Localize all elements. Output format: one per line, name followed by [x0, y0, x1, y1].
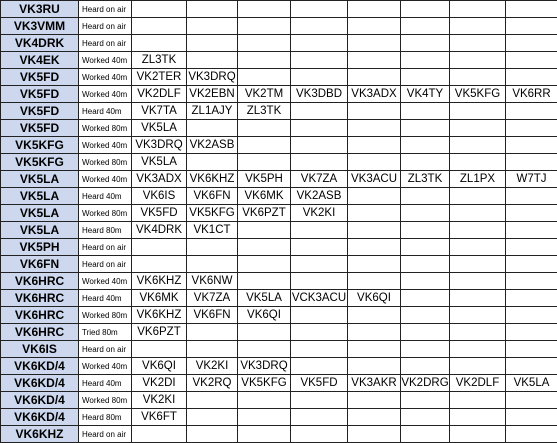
contact-callsign: VK5PH	[238, 171, 291, 188]
contact-callsign: VK2DLF	[450, 375, 506, 392]
empty-cell	[450, 358, 506, 375]
contact-status: Worked 40m	[79, 273, 132, 290]
contact-callsign: VK6QI	[348, 290, 401, 307]
empty-cell	[401, 290, 450, 307]
table-row	[1, 35, 557, 52]
contact-status: Worked 80m	[79, 392, 132, 409]
contact-callsign: VK3DRQ	[132, 137, 187, 154]
contact-callsign: ZL3TK	[132, 52, 187, 69]
empty-cell	[506, 1, 557, 18]
empty-cell	[401, 307, 450, 324]
contact-callsign: VK3DRQ	[238, 358, 291, 375]
contact-callsign: VK2DLF	[132, 86, 187, 103]
empty-cell	[187, 35, 238, 52]
contact-callsign: VK3ACU	[348, 171, 401, 188]
empty-cell	[450, 256, 506, 273]
empty-cell	[506, 324, 557, 341]
empty-cell	[348, 35, 401, 52]
contact-status: Heard on air	[79, 426, 132, 443]
empty-cell	[348, 307, 401, 324]
contact-status: Worked 40m	[79, 86, 132, 103]
empty-cell	[238, 1, 291, 18]
contact-callsign: VK7TA	[132, 103, 187, 120]
empty-cell	[506, 392, 557, 409]
empty-cell	[187, 18, 238, 35]
empty-cell	[506, 69, 557, 86]
empty-cell	[348, 154, 401, 171]
contact-callsign: VK2DRG	[401, 375, 450, 392]
empty-cell	[238, 409, 291, 426]
empty-cell	[348, 256, 401, 273]
table-row	[1, 256, 557, 273]
contact-status: Heard 80m	[79, 409, 132, 426]
contact-callsign: VK5KFG	[450, 86, 506, 103]
empty-cell	[450, 188, 506, 205]
empty-cell	[132, 256, 187, 273]
empty-cell	[187, 426, 238, 443]
empty-cell	[291, 426, 348, 443]
station-callsign: VK3RU	[1, 1, 79, 18]
table-row	[1, 324, 557, 341]
station-callsign: VK5LA	[1, 222, 79, 239]
empty-cell	[506, 409, 557, 426]
table-row	[1, 154, 557, 171]
empty-cell	[348, 103, 401, 120]
empty-cell	[291, 222, 348, 239]
contact-callsign: VK6KHZ	[132, 307, 187, 324]
empty-cell	[401, 120, 450, 137]
table-row	[1, 69, 557, 86]
empty-cell	[506, 188, 557, 205]
contact-callsign: VK5KFG	[187, 205, 238, 222]
empty-cell	[291, 103, 348, 120]
empty-cell	[401, 222, 450, 239]
station-callsign: VK6KHZ	[1, 426, 79, 443]
empty-cell	[506, 18, 557, 35]
empty-cell	[401, 154, 450, 171]
empty-cell	[238, 154, 291, 171]
empty-cell	[401, 52, 450, 69]
empty-cell	[348, 120, 401, 137]
empty-cell	[450, 103, 506, 120]
empty-cell	[291, 1, 348, 18]
empty-cell	[348, 137, 401, 154]
empty-cell	[506, 426, 557, 443]
table-row	[1, 358, 557, 375]
table-row	[1, 426, 557, 443]
empty-cell	[450, 35, 506, 52]
empty-cell	[401, 137, 450, 154]
contact-callsign: VK2KI	[187, 358, 238, 375]
empty-cell	[401, 392, 450, 409]
empty-cell	[238, 35, 291, 52]
empty-cell	[401, 409, 450, 426]
empty-cell	[401, 324, 450, 341]
contact-callsign: VK6FN	[187, 188, 238, 205]
contact-callsign: VK3DRQ	[187, 69, 238, 86]
empty-cell	[450, 341, 506, 358]
contact-callsign: VK7ZA	[291, 171, 348, 188]
contact-status: Heard on air	[79, 239, 132, 256]
empty-cell	[450, 52, 506, 69]
contact-callsign: VCK3ACU	[291, 290, 348, 307]
empty-cell	[187, 409, 238, 426]
contact-callsign: VK4TY	[401, 86, 450, 103]
empty-cell	[291, 52, 348, 69]
empty-cell	[506, 137, 557, 154]
empty-cell	[132, 1, 187, 18]
contact-status: Heard 80m	[79, 222, 132, 239]
empty-cell	[238, 69, 291, 86]
contact-status: Worked 80m	[79, 307, 132, 324]
station-callsign: VK5PH	[1, 239, 79, 256]
empty-cell	[291, 273, 348, 290]
contact-callsign: VK5FD	[132, 205, 187, 222]
empty-cell	[401, 256, 450, 273]
empty-cell	[291, 120, 348, 137]
empty-cell	[401, 69, 450, 86]
empty-cell	[401, 341, 450, 358]
contact-status: Heard on air	[79, 256, 132, 273]
station-callsign: VK3VMM	[1, 18, 79, 35]
table-row	[1, 409, 557, 426]
empty-cell	[291, 392, 348, 409]
empty-cell	[291, 409, 348, 426]
contact-callsign: VK6PZT	[238, 205, 291, 222]
contact-callsign: VK2TER	[132, 69, 187, 86]
contact-callsign: VK7ZA	[187, 290, 238, 307]
contact-callsign: VK3DBD	[291, 86, 348, 103]
empty-cell	[238, 324, 291, 341]
contact-callsign: VK6QI	[132, 358, 187, 375]
contact-callsign: VK3ADX	[132, 171, 187, 188]
empty-cell	[187, 154, 238, 171]
station-callsign: VK6HRC	[1, 273, 79, 290]
station-callsign: VK5KFG	[1, 154, 79, 171]
empty-cell	[450, 137, 506, 154]
contact-status: Heard on air	[79, 341, 132, 358]
empty-cell	[506, 103, 557, 120]
contact-callsign: VK5LA	[132, 120, 187, 137]
station-callsign: VK5FD	[1, 103, 79, 120]
contact-callsign: VK2ASB	[187, 137, 238, 154]
contact-status: Worked 80m	[79, 154, 132, 171]
contact-status: Worked 80m	[79, 120, 132, 137]
empty-cell	[401, 273, 450, 290]
empty-cell	[348, 205, 401, 222]
empty-cell	[401, 358, 450, 375]
contact-callsign: ZL3TK	[401, 171, 450, 188]
empty-cell	[506, 290, 557, 307]
empty-cell	[506, 239, 557, 256]
empty-cell	[401, 188, 450, 205]
table-row	[1, 222, 557, 239]
empty-cell	[132, 426, 187, 443]
contact-callsign: VK6QI	[238, 307, 291, 324]
empty-cell	[291, 341, 348, 358]
empty-cell	[450, 222, 506, 239]
station-callsign: VK5FD	[1, 86, 79, 103]
empty-cell	[291, 256, 348, 273]
empty-cell	[450, 1, 506, 18]
station-callsign: VK6KD/4	[1, 392, 79, 409]
empty-cell	[348, 69, 401, 86]
empty-cell	[348, 52, 401, 69]
station-callsign: VK6KD/4	[1, 358, 79, 375]
contact-status: Worked 40m	[79, 137, 132, 154]
empty-cell	[506, 256, 557, 273]
empty-cell	[450, 324, 506, 341]
contact-callsign: VK2EBN	[187, 86, 238, 103]
contact-callsign: VK5LA	[506, 375, 557, 392]
station-callsign: VK5LA	[1, 188, 79, 205]
empty-cell	[238, 137, 291, 154]
contact-callsign: VK2KI	[291, 205, 348, 222]
contact-status: Heard 40m	[79, 290, 132, 307]
empty-cell	[187, 52, 238, 69]
empty-cell	[238, 120, 291, 137]
empty-cell	[506, 222, 557, 239]
empty-cell	[348, 324, 401, 341]
empty-cell	[450, 18, 506, 35]
empty-cell	[132, 35, 187, 52]
station-callsign: VK5LA	[1, 171, 79, 188]
empty-cell	[506, 52, 557, 69]
station-callsign: VK5FD	[1, 120, 79, 137]
contact-callsign: ZL1PX	[450, 171, 506, 188]
contact-status: Tried 80m	[79, 324, 132, 341]
empty-cell	[238, 392, 291, 409]
table-row	[1, 307, 557, 324]
empty-cell	[348, 1, 401, 18]
station-callsign: VK5LA	[1, 205, 79, 222]
empty-cell	[348, 273, 401, 290]
contact-status: Heard 40m	[79, 188, 132, 205]
contact-callsign: ZL1AJY	[187, 103, 238, 120]
contact-status: Heard on air	[79, 18, 132, 35]
contact-status: Worked 40m	[79, 52, 132, 69]
table-row	[1, 290, 557, 307]
contact-callsign: W7TJ	[506, 171, 557, 188]
contact-status: Worked 40m	[79, 69, 132, 86]
empty-cell	[450, 69, 506, 86]
empty-cell	[506, 307, 557, 324]
contact-status: Heard 40m	[79, 103, 132, 120]
empty-cell	[450, 120, 506, 137]
empty-cell	[450, 290, 506, 307]
empty-cell	[132, 239, 187, 256]
contact-callsign: VK6FT	[132, 409, 187, 426]
station-callsign: VK6KD/4	[1, 409, 79, 426]
contact-callsign: VK6KHZ	[132, 273, 187, 290]
table-row	[1, 171, 557, 188]
empty-cell	[506, 35, 557, 52]
contact-callsign: VK2TM	[238, 86, 291, 103]
station-callsign: VK6HRC	[1, 324, 79, 341]
contact-callsign: VK6MK	[238, 188, 291, 205]
table-row	[1, 137, 557, 154]
empty-cell	[506, 205, 557, 222]
empty-cell	[506, 341, 557, 358]
empty-cell	[450, 307, 506, 324]
contact-callsign: VK6FN	[187, 307, 238, 324]
empty-cell	[348, 409, 401, 426]
contact-status: Heard on air	[79, 35, 132, 52]
empty-cell	[291, 18, 348, 35]
table-row	[1, 52, 557, 69]
contact-callsign: VK5LA	[238, 290, 291, 307]
empty-cell	[450, 426, 506, 443]
empty-cell	[291, 35, 348, 52]
contact-callsign: VK2KI	[132, 392, 187, 409]
table-row	[1, 239, 557, 256]
empty-cell	[238, 239, 291, 256]
station-callsign: VK4EK	[1, 52, 79, 69]
empty-cell	[348, 341, 401, 358]
contact-log-body	[1, 1, 557, 443]
station-callsign: VK4DRK	[1, 35, 79, 52]
empty-cell	[291, 154, 348, 171]
empty-cell	[132, 341, 187, 358]
contact-callsign: VK3AKR	[348, 375, 401, 392]
empty-cell	[187, 239, 238, 256]
empty-cell	[291, 239, 348, 256]
contact-callsign: ZL3TK	[238, 103, 291, 120]
contact-status: Worked 40m	[79, 171, 132, 188]
table-row	[1, 120, 557, 137]
contact-status: Heard 40m	[79, 375, 132, 392]
empty-cell	[291, 307, 348, 324]
contact-status: Worked 40m	[79, 358, 132, 375]
empty-cell	[348, 18, 401, 35]
empty-cell	[238, 426, 291, 443]
empty-cell	[187, 341, 238, 358]
empty-cell	[187, 256, 238, 273]
empty-cell	[348, 222, 401, 239]
empty-cell	[187, 1, 238, 18]
table-row	[1, 341, 557, 358]
empty-cell	[238, 52, 291, 69]
empty-cell	[401, 426, 450, 443]
empty-cell	[506, 358, 557, 375]
station-callsign: VK6KD/4	[1, 375, 79, 392]
contact-callsign: VK6MK	[132, 290, 187, 307]
station-callsign: VK6HRC	[1, 290, 79, 307]
table-row	[1, 375, 557, 392]
contact-status: Worked 80m	[79, 205, 132, 222]
empty-cell	[401, 205, 450, 222]
empty-cell	[401, 239, 450, 256]
station-callsign: VK6FN	[1, 256, 79, 273]
empty-cell	[401, 35, 450, 52]
empty-cell	[401, 103, 450, 120]
table-row	[1, 18, 557, 35]
table-row	[1, 188, 557, 205]
empty-cell	[450, 154, 506, 171]
empty-cell	[401, 1, 450, 18]
empty-cell	[506, 120, 557, 137]
contact-callsign: VK6IS	[132, 188, 187, 205]
contact-callsign: VK5FD	[291, 375, 348, 392]
contact-status: Heard on air	[79, 1, 132, 18]
empty-cell	[450, 239, 506, 256]
empty-cell	[348, 188, 401, 205]
empty-cell	[291, 324, 348, 341]
empty-cell	[348, 426, 401, 443]
table-row	[1, 205, 557, 222]
contact-callsign: VK2DI	[132, 375, 187, 392]
empty-cell	[238, 273, 291, 290]
empty-cell	[348, 392, 401, 409]
empty-cell	[238, 18, 291, 35]
contact-callsign: VK6NW	[187, 273, 238, 290]
empty-cell	[450, 273, 506, 290]
empty-cell	[348, 239, 401, 256]
table-row	[1, 103, 557, 120]
empty-cell	[506, 154, 557, 171]
table-row	[1, 1, 557, 18]
empty-cell	[187, 324, 238, 341]
contact-callsign: VK2ASB	[291, 188, 348, 205]
contact-callsign: VK6RR	[506, 86, 557, 103]
contact-callsign: VK1CT	[187, 222, 238, 239]
empty-cell	[450, 409, 506, 426]
contact-callsign: VK4DRK	[132, 222, 187, 239]
empty-cell	[291, 69, 348, 86]
station-callsign: VK5KFG	[1, 137, 79, 154]
empty-cell	[238, 341, 291, 358]
table-row	[1, 392, 557, 409]
empty-cell	[238, 256, 291, 273]
station-callsign: VK6HRC	[1, 307, 79, 324]
station-callsign: VK6IS	[1, 341, 79, 358]
empty-cell	[450, 392, 506, 409]
empty-cell	[291, 358, 348, 375]
empty-cell	[132, 18, 187, 35]
contact-callsign: VK6PZT	[132, 324, 187, 341]
table-row	[1, 273, 557, 290]
contact-callsign: VK6KHZ	[187, 171, 238, 188]
empty-cell	[450, 205, 506, 222]
empty-cell	[238, 222, 291, 239]
empty-cell	[291, 137, 348, 154]
empty-cell	[187, 120, 238, 137]
contact-callsign: VK5LA	[132, 154, 187, 171]
contact-callsign: VK5KFG	[238, 375, 291, 392]
table-row	[1, 86, 557, 103]
empty-cell	[187, 392, 238, 409]
station-callsign: VK5FD	[1, 69, 79, 86]
empty-cell	[348, 358, 401, 375]
contact-callsign: VK2RQ	[187, 375, 238, 392]
empty-cell	[506, 273, 557, 290]
contact-callsign: VK3ADX	[348, 86, 401, 103]
empty-cell	[401, 18, 450, 35]
